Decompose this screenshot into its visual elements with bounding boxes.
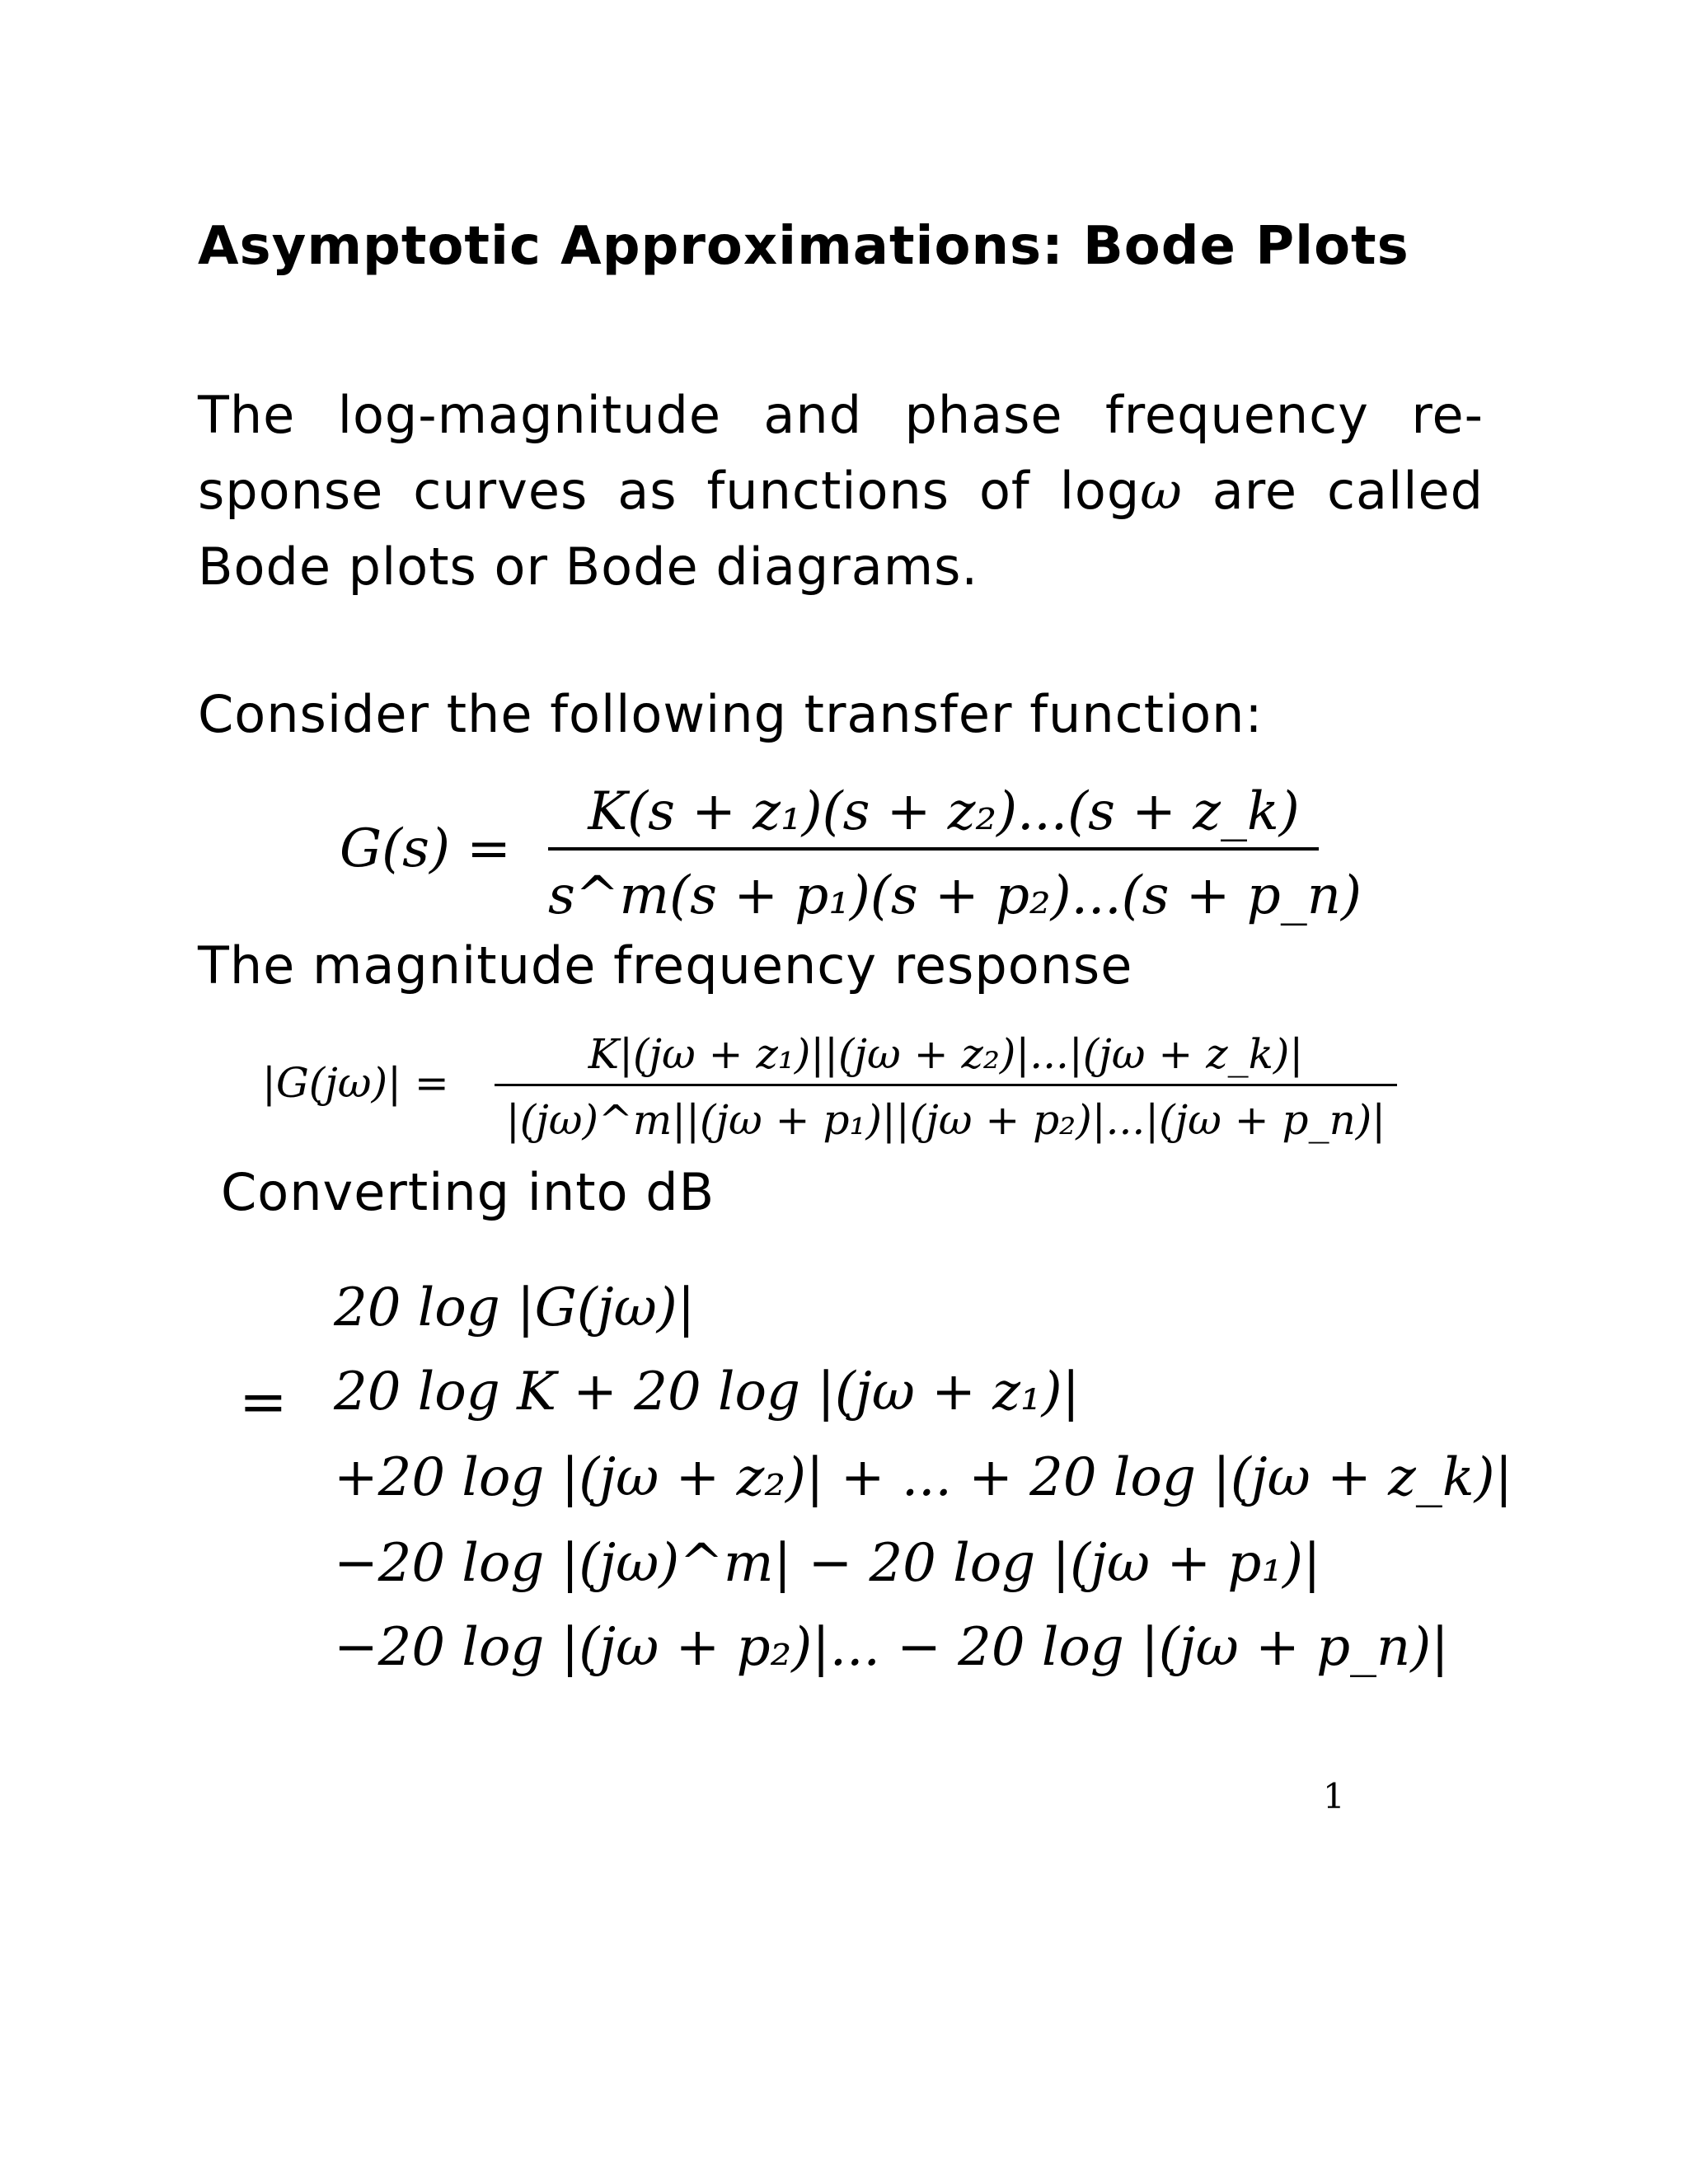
db-line-3: +20 log |(jω + z₂)| + ... + 20 log |(jω + z_k)|: [334, 1447, 1513, 1508]
mag-lhs: |G(jω)| =: [262, 1059, 449, 1107]
db-equals-sign: =: [239, 1368, 288, 1436]
intro-paragraph: [198, 377, 1484, 605]
intro-line-3: Bode plots or Bode diagrams.: [198, 537, 979, 597]
db-line-4: −20 log |(jω)^m| − 20 log |(jω + p₁)|: [334, 1533, 1321, 1594]
db-line-2: 20 log K + 20 log |(jω + z₁)|: [334, 1361, 1081, 1422]
intro-line-1: The log-magnitude and phase frequency re-: [198, 385, 1484, 445]
tf-denominator: s^m(s + p₁)(s + p₂)...(s + p_n): [548, 865, 1362, 926]
db-line-1: 20 log |G(jω)|: [334, 1277, 696, 1338]
converting-text: Converting into dB: [221, 1162, 715, 1222]
consider-text: Consider the following transfer function:: [198, 684, 1264, 744]
mag-fraction-bar: [495, 1084, 1397, 1086]
mag-numerator: K|(jω + z₁)||(jω + z₂)|...|(jω + z_k)|: [588, 1030, 1304, 1078]
page-number: 1: [1323, 1776, 1345, 1816]
tf-lhs: G(s) =: [340, 818, 511, 879]
magnitude-text: The magnitude frequency response: [198, 935, 1133, 996]
page-title: Asymptotic Approximations: Bode Plots: [198, 216, 1409, 277]
db-line-5: −20 log |(jω + p₂)|... − 20 log |(jω + p_n)|: [334, 1617, 1449, 1678]
mag-denominator: |(jω)^m||(jω + p₁)||(jω + p₂)|...|(jω + p_n)|: [505, 1096, 1386, 1144]
tf-fraction-bar: [548, 847, 1319, 851]
omega-symbol: ω: [1140, 461, 1183, 521]
tf-numerator: K(s + z₁)(s + z₂)...(s + z_k): [588, 781, 1300, 842]
intro-line-2: sponse curves as functions of logω are called: [198, 461, 1484, 521]
